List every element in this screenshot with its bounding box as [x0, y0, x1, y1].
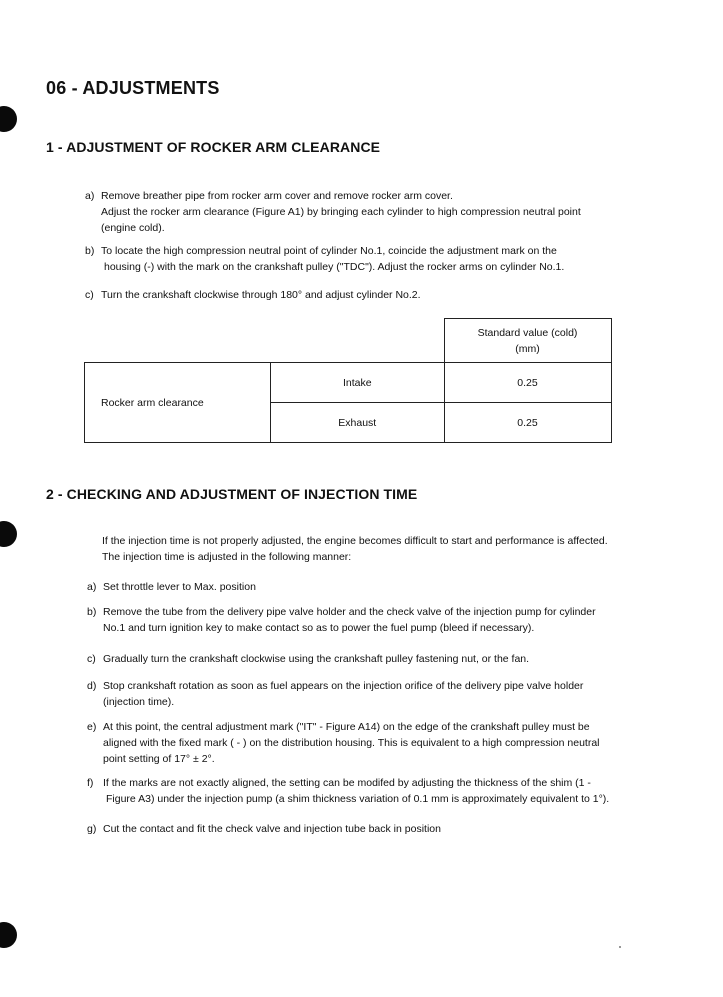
list-item	[87, 604, 677, 636]
table-cell-value: 0.25	[444, 403, 611, 443]
list-item	[87, 678, 677, 710]
section-1-heading: 1 - ADJUSTMENT OF ROCKER ARM CLEARANCE	[46, 139, 381, 155]
list-item-label: b)	[85, 245, 95, 257]
list-item-label: e)	[87, 721, 97, 733]
list-item	[87, 719, 687, 767]
list-item-text: Turn the crankshaft clockwise through 180° and adjust cylinder No.2.	[101, 289, 421, 301]
list-item-text: If the marks are not exactly aligned, the setting can be modifed by adjusting the thickness of the shim (1 -	[103, 777, 591, 789]
list-item-label: b)	[87, 606, 97, 618]
table-cell-name: Exhaust	[271, 403, 445, 443]
binder-hole	[0, 106, 17, 132]
list-item-text: Set throttle lever to Max. position	[103, 581, 256, 593]
list-item	[87, 651, 677, 667]
table-header-cell	[444, 319, 611, 363]
list-item	[87, 775, 687, 807]
list-item-text: Remove breather pipe from rocker arm cover and remove rocker arm cover.	[101, 190, 453, 202]
header-text: Standard value (cold)	[477, 326, 578, 339]
list-item-text: (injection time).	[103, 696, 175, 708]
header-unit: (mm)	[515, 342, 540, 355]
table-row-label: Rocker arm clearance	[85, 363, 271, 443]
list-item-label: c)	[87, 653, 96, 665]
list-item	[87, 579, 677, 595]
list-item-label: f)	[87, 777, 94, 789]
list-item-text: Remove the tube from the delivery pipe valve holder and the check valve of the injection pump for cylinder	[103, 606, 596, 618]
page-title: 06 - ADJUSTMENTS	[46, 78, 220, 98]
clearance-table	[84, 318, 612, 443]
paragraph-line: If the injection time is not properly adjusted, the engine becomes difficult to start and performance is affected.	[102, 535, 608, 547]
list-item-text: Gradually turn the crankshaft clockwise using the crankshaft pulley fastening nut, or the fan.	[103, 653, 530, 665]
list-item-text: To locate the high compression neutral point of cylinder No.1, coincide the adjustment mark on the	[101, 245, 557, 257]
scan-speck	[619, 946, 621, 948]
list-item-text: (engine cold).	[101, 222, 165, 234]
table-cell-value: 0.25	[444, 363, 611, 403]
list-item-text: Stop crankshaft rotation as soon as fuel appears on the injection orifice of the delivery pipe valve holder	[103, 680, 584, 692]
section-2-heading: 2 - CHECKING AND ADJUSTMENT OF INJECTION TIME	[46, 486, 418, 502]
list-item-text: At this point, the central adjustment mark ("IT" - Figure A14) on the edge of the crankshaft pulley must be	[103, 721, 590, 733]
list-item-text: Figure A3) under the injection pump (a shim thickness variation of 0.1 mm is approximately equivalent to 1°).	[106, 793, 610, 805]
list-item	[85, 287, 645, 303]
paragraph-line: The injection time is adjusted in the following manner:	[102, 551, 352, 563]
list-item-text: aligned with the fixed mark ( - ) on the distribution housing. This is equivalent to a high compression neutral	[103, 737, 600, 749]
table-row	[85, 363, 612, 403]
list-item-text: Cut the contact and fit the check valve and injection tube back in position	[103, 823, 441, 835]
list-item-text: housing (-) with the mark on the crankshaft pulley ("TDC"). Adjust the rocker arms on cylinder No.1.	[104, 261, 565, 273]
list-item	[87, 821, 677, 837]
list-item-label: d)	[87, 680, 97, 692]
list-item-text: point setting of 17° ± 2°.	[103, 753, 215, 765]
list-item-text: Adjust the rocker arm clearance (Figure A1) by bringing each cylinder to high compression neutral point	[101, 206, 581, 218]
list-item-text: No.1 and turn ignition key to make contact so as to power the fuel pump (bleed if necessary).	[103, 622, 535, 634]
table-cell-name: Intake	[271, 363, 445, 403]
list-item-label: a)	[85, 190, 95, 202]
binder-hole	[0, 521, 17, 547]
list-item-label: a)	[87, 581, 97, 593]
intro-paragraph	[102, 533, 702, 565]
list-item	[85, 243, 645, 275]
binder-hole	[0, 922, 17, 948]
list-item-label: c)	[85, 289, 94, 301]
list-item	[85, 188, 645, 236]
list-item-label: g)	[87, 823, 97, 835]
